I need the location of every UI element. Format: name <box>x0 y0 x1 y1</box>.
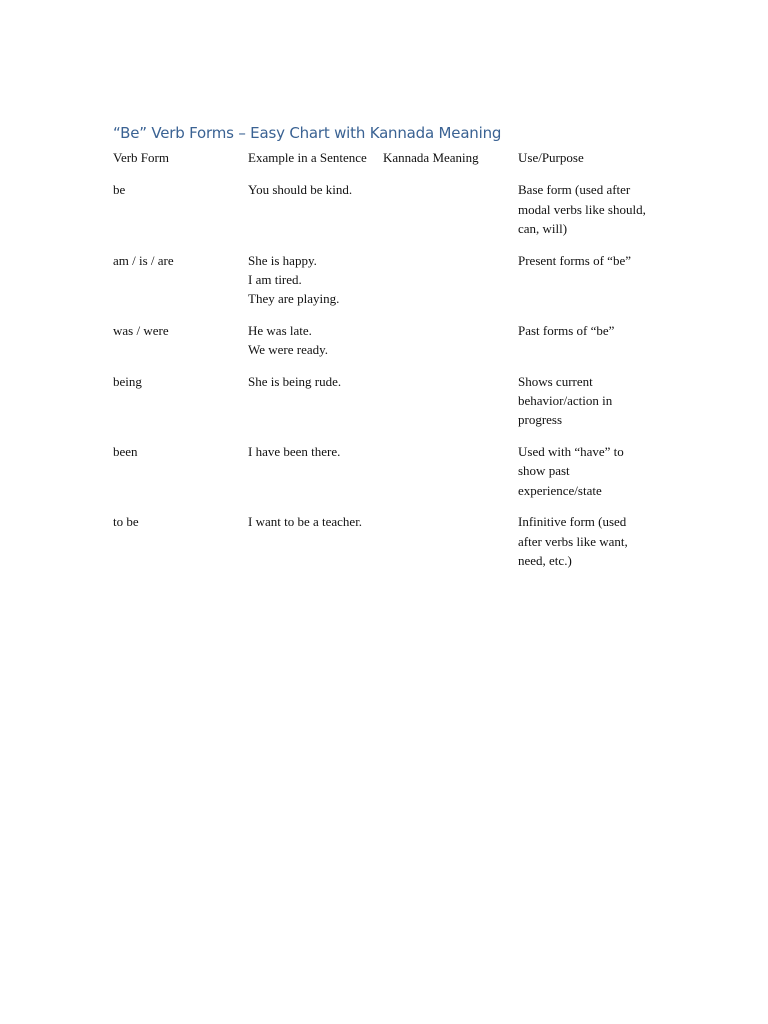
kannada-meaning-cell <box>383 321 518 372</box>
example-line: We were ready. <box>248 342 329 358</box>
table-row <box>113 512 653 582</box>
use-purpose-cell: Used with “have” to show past experience/state <box>518 443 624 498</box>
verb-forms-table <box>113 148 653 582</box>
use-purpose-cell: Infinitive form (used after verbs like want, need, etc.) <box>518 514 628 568</box>
example-cell <box>248 251 383 321</box>
verb-form-cell: been <box>113 443 138 459</box>
table-row <box>113 251 653 321</box>
example-line: I want to be a teacher. <box>248 514 363 530</box>
example-cell <box>248 372 383 442</box>
verb-form-cell: be <box>113 182 126 198</box>
kannada-meaning-cell <box>383 512 518 582</box>
verb-form-cell: to be <box>113 514 139 530</box>
example-line: He was late. <box>248 322 312 338</box>
example-line: They are playing. <box>248 291 340 307</box>
kannada-meaning-cell <box>383 251 518 321</box>
example-cell <box>248 180 383 250</box>
example-cell <box>248 321 383 372</box>
use-purpose-cell: Past forms of “be” <box>518 322 615 338</box>
kannada-meaning-cell <box>383 180 518 250</box>
example-line: I am tired. <box>248 272 302 288</box>
example-cell <box>248 512 383 582</box>
table-row <box>113 321 653 372</box>
header-verb-form: Verb Form <box>113 150 169 165</box>
use-purpose-cell: Shows current behavior/action in progress <box>518 373 613 428</box>
kannada-meaning-cell <box>383 372 518 442</box>
use-purpose-cell: Present forms of “be” <box>518 252 631 268</box>
example-cell <box>248 442 383 512</box>
example-line: You should be kind. <box>248 182 353 198</box>
example-line: She is happy. <box>248 252 317 268</box>
verb-form-cell: being <box>113 373 142 389</box>
example-line: I have been there. <box>248 443 341 459</box>
verb-form-cell: am / is / are <box>113 252 174 268</box>
use-purpose-cell: Base form (used after modal verbs like should, can, will) <box>518 182 646 237</box>
table-row <box>113 442 653 512</box>
verb-form-cell: was / were <box>113 322 169 338</box>
example-line: She is being rude. <box>248 373 342 389</box>
header-example: Example in a Sentence <box>248 150 367 165</box>
header-kannada-meaning: Kannada Meaning <box>383 150 479 165</box>
table-header-row <box>113 148 653 180</box>
table-row <box>113 180 653 250</box>
header-use-purpose: Use/Purpose <box>518 150 584 165</box>
table-row <box>113 372 653 442</box>
kannada-meaning-cell <box>383 442 518 512</box>
document-title: “Be” Verb Forms – Easy Chart with Kannada Meaning <box>113 124 502 142</box>
